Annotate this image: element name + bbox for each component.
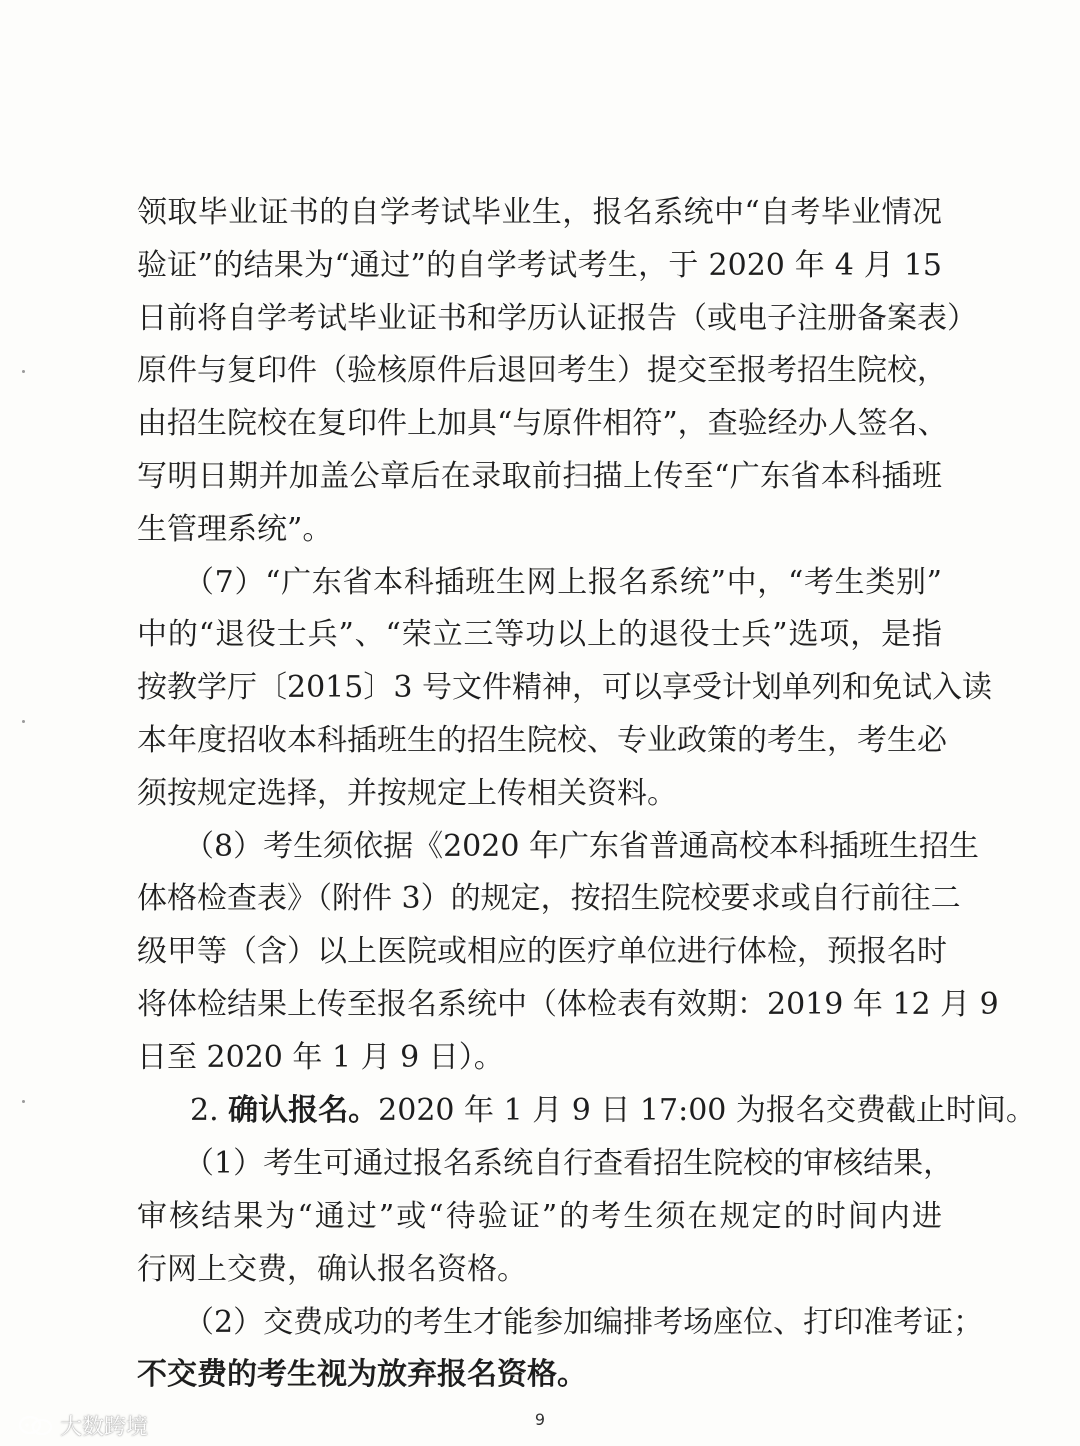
- final-bold-line: 不交费的考生视为放弃报名资格。: [137, 1357, 587, 1392]
- page-number: 9: [534, 1410, 546, 1429]
- item-1-line: （1）考生可通过报名系统自行查看招生院校的审核结果，: [184, 1146, 954, 1181]
- item-8-line: （8）考生须依据《2020 年广东省普通高校本科插班生招生: [184, 829, 979, 864]
- body-line: 按教学厅〔2015〕3 号文件精神，可以享受计划单列和免试入读: [137, 670, 992, 705]
- body-line: 中的“退役士兵”、“荣立三等功以上的退役士兵”选项，是指: [137, 617, 942, 652]
- watermark-text: 大数跨境: [60, 1415, 149, 1440]
- body-line: 将体检结果上传至报名系统中（体检表有效期：2019 年 12 月 9: [137, 987, 999, 1022]
- body-line: 原件与复印件（验核原件后退回考生）提交至报考招生院校，: [137, 353, 947, 388]
- body-line: 本年度招收本科插班生的招生院校、专业政策的考生，考生必: [137, 723, 947, 758]
- scan-mark: [22, 1100, 25, 1103]
- scan-mark: [22, 370, 25, 373]
- section-2-line: [190, 1090, 1036, 1132]
- body-line: 领取毕业证书的自学考试毕业生，报名系统中“自考毕业情况: [137, 195, 942, 230]
- body-line: 由招生院校在复印件上加具“与原件相符”，查验经办人签名、: [137, 406, 948, 441]
- body-line: 验证”的结果为“通过”的自学考试考生，于 2020 年 4 月 15: [137, 248, 942, 283]
- body-line: 审核结果为“通过”或“待验证”的考生须在规定的时间内进: [137, 1199, 942, 1234]
- scan-mark: [22, 720, 25, 723]
- body-line: 行网上交费，确认报名资格。: [137, 1252, 527, 1287]
- body-line: 级甲等（含）以上医院或相应的医疗单位进行体检，预报名时: [137, 934, 947, 969]
- body-line: 日前将自学考试毕业证书和学历认证报告（或电子注册备案表）: [137, 301, 977, 336]
- section-2-number: 2.: [190, 1093, 219, 1128]
- body-line: 生管理系统”。: [137, 512, 333, 547]
- item-7-line: （7）“广东省本科插班生网上报名系统”中，“考生类别”: [184, 565, 942, 600]
- body-line: 日至 2020 年 1 月 9 日）。: [137, 1040, 504, 1075]
- body-line: 须按规定选择，并按规定上传相关资料。: [137, 776, 677, 811]
- section-2-text: 2020 年 1 月 9 日 17:00 为报名交费截止时间。: [378, 1093, 1036, 1128]
- item-2-line: （2）交费成功的考生才能参加编排考场座位、打印准考证；: [184, 1305, 984, 1340]
- body-line: 体格检查表》（附件 3）的规定，按招生院校要求或自行前往二: [137, 881, 961, 916]
- section-2-heading: 确认报名。: [228, 1093, 379, 1128]
- body-line: 写明日期并加盖公章后在录取前扫描上传至“广东省本科插班: [137, 459, 942, 494]
